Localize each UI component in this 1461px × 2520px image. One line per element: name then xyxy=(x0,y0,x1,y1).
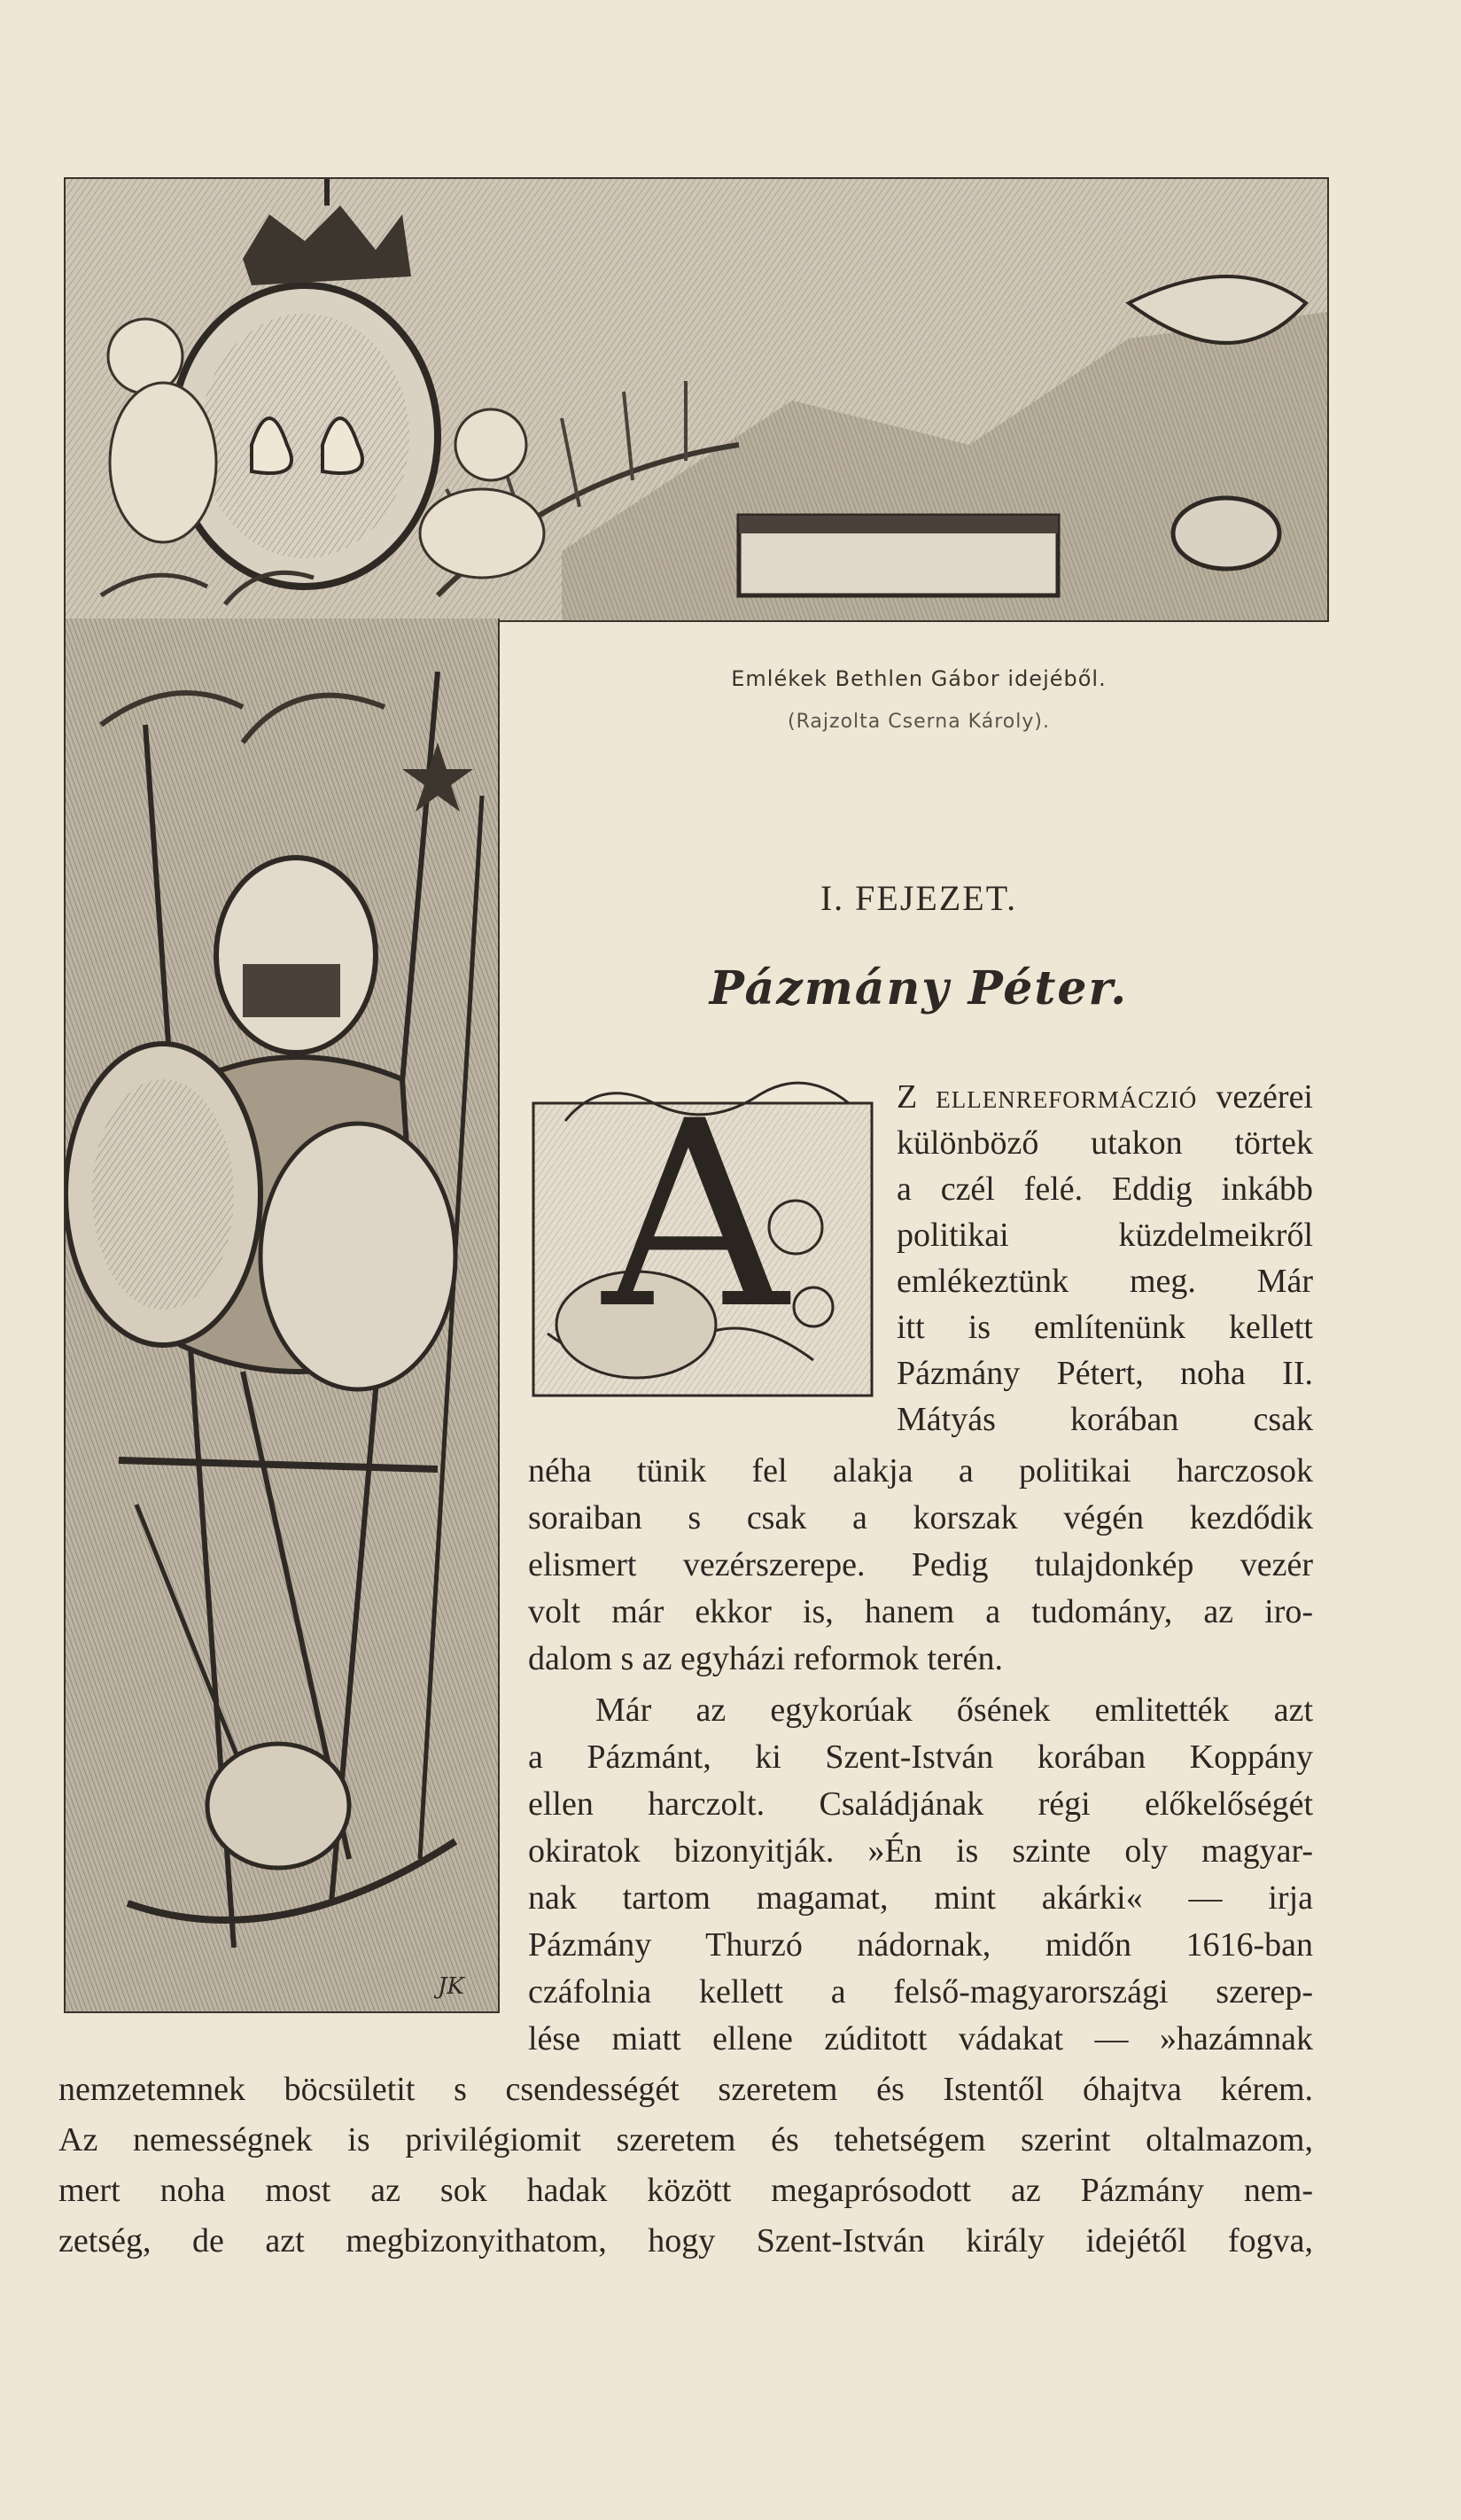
text-line: politikai küzdelmeikről xyxy=(897,1217,1313,1254)
chapter-title: Pázmány Péter. xyxy=(709,961,1129,1015)
text-line: zetség, de azt megbizonyithatom, hogy Szent-István király idejétől fogva, xyxy=(58,2222,1313,2259)
text-line: lése miatt ellene zúditott vádakat — »hazámnak xyxy=(528,2020,1313,2057)
text-line: ellen harczolt. Családjának régi előkelőségét xyxy=(528,1785,1313,1823)
engraving-top-svg xyxy=(66,179,1327,620)
drop-cap-letter: A xyxy=(602,1067,789,1365)
text-line: emlékeztünk meg. Már xyxy=(897,1263,1313,1300)
text-line: Pázmány Thurzó nádornak, midőn 1616-ban xyxy=(528,1926,1313,1964)
text-line: itt is említenünk kellett xyxy=(897,1309,1313,1346)
artist-monogram: JK xyxy=(438,1973,464,2000)
text-line: elismert vezérszerepe. Pedig tulajdonkép vezér xyxy=(528,1546,1313,1583)
text-line-1: Z ellenreformáczió vezérei xyxy=(897,1078,1313,1116)
illustration-credit: (Rajzolta Cserna Károly). xyxy=(788,711,1050,733)
text-line: soraiban s csak a korszak végén kezdődik xyxy=(528,1499,1313,1536)
text-line: czáfolnia kellett a felső-magyarországi szerep- xyxy=(528,1973,1313,2011)
text-line: Pázmány Pétert, noha II. xyxy=(897,1355,1313,1392)
text-line: mert noha most az sok hadak között megaprósodott az Pázmány nem- xyxy=(58,2172,1313,2209)
illustration-caption: Emlékek Bethlen Gábor idejéből. xyxy=(731,666,1107,691)
text-line: volt már ekkor is, hanem a tudomány, az iro- xyxy=(528,1593,1313,1630)
text-line: nemzetemnek böcsületit s csendességét szeretem és Istentől óhajtva kérem. xyxy=(58,2071,1313,2108)
chapter-number: I. FEJEZET. xyxy=(820,878,1018,918)
text-line: Mátyás korában csak xyxy=(897,1401,1313,1438)
text-line: dalom s az egyházi reformok terén. xyxy=(528,1640,1003,1677)
illustration-side-band xyxy=(64,618,500,2013)
text-line: a czél felé. Eddig inkább xyxy=(897,1171,1313,1208)
engraving-side-svg xyxy=(66,618,498,2011)
text-line: a Pázmánt, ki Szent-István korában Koppány xyxy=(528,1738,1313,1776)
drop-cap-ornament xyxy=(530,1068,875,1422)
illustration-top-band xyxy=(64,177,1329,622)
text-line: különböző utakon törtek xyxy=(897,1124,1313,1162)
text-line: nak tartom magamat, mint akárki« — irja xyxy=(528,1879,1313,1917)
text-line: néha tünik fel alakja a politikai harczosok xyxy=(528,1452,1313,1489)
text-line: Már az egykorúak ősének emlitették azt xyxy=(595,1692,1313,1729)
text-line: okiratok bizonyitják. »Én is szinte oly magyar- xyxy=(528,1832,1313,1870)
text-line: Az nemességnek is privilégiomit szeretem és tehetségem szerint oltalmazom, xyxy=(58,2121,1313,2158)
